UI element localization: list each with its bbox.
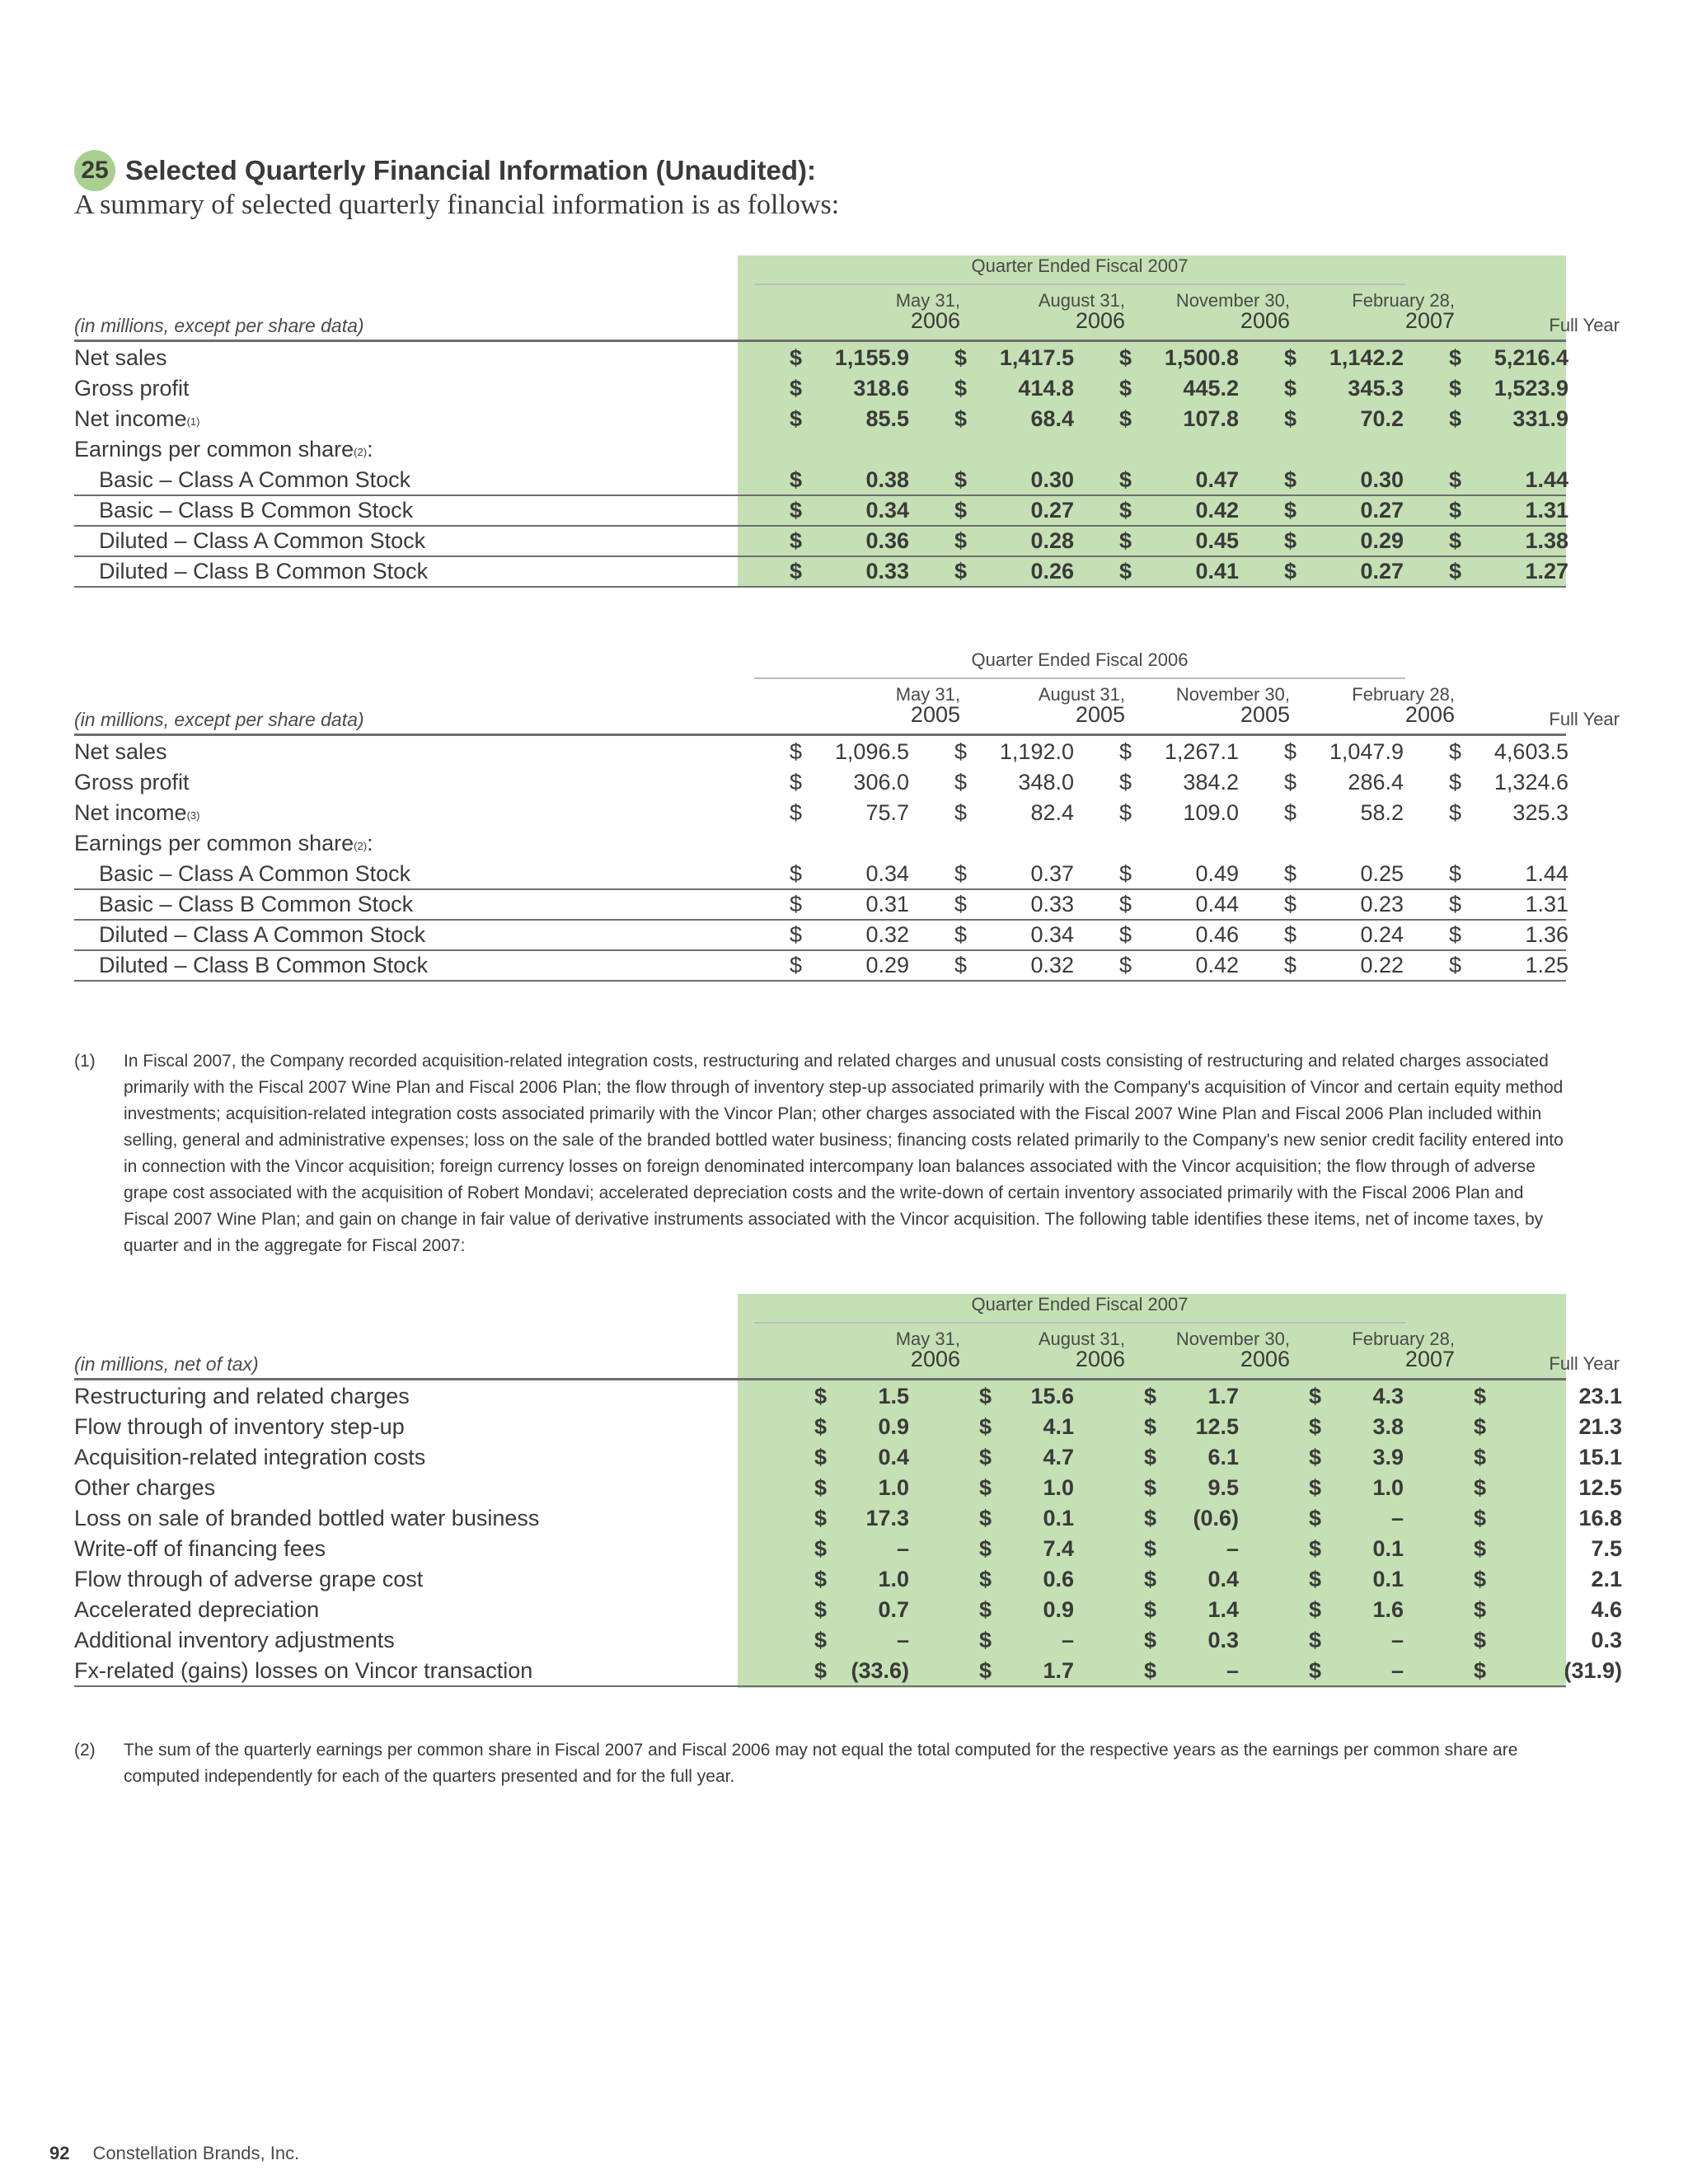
- row-label: Loss on sale of branded bottled water business: [74, 1506, 540, 1530]
- table-cell: $ (33.6): [814, 1658, 909, 1683]
- table-cell: $ 21.3: [1474, 1414, 1622, 1439]
- table-row: [74, 1412, 1622, 1441]
- table-cell: $ –: [1309, 1506, 1404, 1530]
- row-label: Diluted – Class B Common Stock: [99, 953, 429, 977]
- table-row: [74, 465, 1566, 496]
- table-cell: $ 12.5: [1474, 1475, 1622, 1500]
- col-month: May 31,: [895, 1329, 960, 1349]
- table-cell: $ 0.7: [814, 1597, 909, 1622]
- row-label: Basic – Class B Common Stock: [99, 892, 414, 916]
- table-cell: $ 414.8: [954, 376, 1074, 401]
- table-cell: $ 0.1: [1309, 1567, 1404, 1591]
- table-cell: $ 15.6: [979, 1384, 1074, 1408]
- table-cell: $ 75.7: [790, 800, 909, 825]
- col-year: 2005: [1240, 702, 1290, 727]
- table-cell: $ 23.1: [1474, 1384, 1622, 1408]
- row-label: Flow through of adverse grape cost: [74, 1567, 424, 1591]
- table-cell: $ 1.0: [1309, 1475, 1404, 1500]
- table-cell: $ 1,192.0: [954, 739, 1074, 764]
- row-label: Net income$^{(3)}$: [74, 800, 200, 825]
- table-row: [74, 404, 1566, 434]
- table-cell: $ –: [1309, 1658, 1404, 1683]
- col-year: 2006: [910, 1347, 960, 1371]
- row-label: Diluted – Class A Common Stock: [99, 528, 426, 553]
- col-month: November 30,: [1175, 1329, 1290, 1349]
- table-row: [74, 950, 1566, 982]
- table-cell: $ 0.6: [979, 1567, 1074, 1591]
- table-cell: $ 331.9: [1449, 406, 1568, 431]
- unit-label: (in millions, net of tax): [74, 1353, 259, 1375]
- table-cell: $ 70.2: [1284, 406, 1404, 431]
- table-cell: $ 0.30: [1284, 467, 1404, 492]
- col-month: August 31,: [1038, 290, 1125, 311]
- table-cell: $ 0.28: [954, 528, 1074, 553]
- table-cell: $ 0.32: [790, 922, 909, 947]
- footnote-ref: (1): [186, 415, 200, 428]
- table-cell: $ 1.31: [1449, 498, 1568, 523]
- table-cell: $ 5,216.4: [1449, 345, 1568, 370]
- row-label: Acquisition-related integration costs: [74, 1445, 426, 1469]
- table-cell: $ 0.31: [790, 892, 909, 916]
- table-cell: $ 1.27: [1449, 559, 1568, 583]
- table-cell: $ 7.5: [1474, 1536, 1622, 1561]
- table-cell: $ 1.0: [814, 1567, 909, 1591]
- table-cell: $ 1.7: [979, 1658, 1074, 1683]
- table-cell: $ 17.3: [814, 1506, 909, 1530]
- table-cell: $ 1.38: [1449, 528, 1568, 553]
- table-row: [74, 859, 1566, 890]
- table-row: [74, 343, 1566, 373]
- row-label: Additional inventory adjustments: [74, 1628, 395, 1652]
- table-row: [74, 556, 1566, 588]
- table-cell: $ 1,155.9: [790, 345, 909, 370]
- table-cell: $ 0.29: [1284, 528, 1404, 553]
- table-cell: $ 0.29: [790, 953, 909, 977]
- group-header: Quarter Ended Fiscal 2007: [754, 1294, 1405, 1324]
- table-cell: $ 0.47: [1119, 467, 1239, 492]
- table-cell: $ 1.25: [1449, 953, 1568, 977]
- col-year: 2006: [1404, 702, 1455, 727]
- unit-label: (in millions, except per share data): [74, 709, 364, 730]
- table-cell: $ 0.27: [1284, 559, 1404, 583]
- table-row: [74, 1442, 1622, 1472]
- table-cell: $ 1,500.8: [1119, 345, 1239, 370]
- col-full-year: Full Year: [1549, 315, 1620, 335]
- row-label: Diluted – Class A Common Stock: [99, 922, 426, 947]
- row-label: Fx-related (gains) losses on Vincor transaction: [74, 1658, 533, 1683]
- col-year: 2006: [1075, 308, 1125, 333]
- row-label: Gross profit: [74, 376, 190, 401]
- footnote-text: The sum of the quarterly earnings per common share in Fiscal 2007 and Fiscal 2006 may not equal the total computed for the respective years as the earnings per common share are computed independently for each of the quarters presented and for the full year.: [124, 1741, 1518, 1786]
- section-number-badge: 25: [74, 150, 115, 191]
- footnote-marker: (2): [74, 1741, 96, 1760]
- table-row: [74, 373, 1566, 403]
- row-label: Flow through of inventory step-up: [74, 1414, 405, 1439]
- table-cell: $ 286.4: [1284, 770, 1404, 794]
- table-cell: $ 0.49: [1119, 861, 1239, 886]
- col-full-year: Full Year: [1549, 1353, 1620, 1374]
- table-cell: $ 0.41: [1119, 559, 1239, 583]
- table-cell: $ 16.8: [1474, 1506, 1622, 1530]
- footnote-2: [74, 1737, 1566, 1790]
- col-month: February 28,: [1352, 290, 1455, 311]
- table-cell: $ 0.34: [954, 922, 1074, 947]
- table-cell: $ 0.26: [954, 559, 1074, 583]
- table-row: [74, 889, 1566, 921]
- header-rule: [74, 1378, 1566, 1380]
- table-cell: $ 0.3: [1144, 1628, 1239, 1652]
- group-header: Quarter Ended Fiscal 2007: [754, 255, 1405, 285]
- unit-label: (in millions, except per share data): [74, 315, 364, 336]
- table-cell: $ 2.1: [1474, 1567, 1622, 1591]
- row-label: Net sales: [74, 739, 167, 764]
- table-cell: $ 82.4: [954, 800, 1074, 825]
- charges-table-fiscal-2007: [74, 1294, 1622, 1688]
- table-cell: $ 1.0: [814, 1475, 909, 1500]
- footnote-ref: (3): [186, 809, 200, 822]
- col-month: November 30,: [1175, 684, 1290, 705]
- table-cell: $ 345.3: [1284, 376, 1404, 401]
- table-row: [74, 1503, 1622, 1533]
- table-row: [74, 1381, 1622, 1411]
- footnote-ref: (2): [354, 840, 368, 852]
- table-cell: $ 0.42: [1119, 953, 1239, 977]
- table-cell: $ 6.1: [1144, 1445, 1239, 1469]
- col-month: August 31,: [1038, 1329, 1125, 1349]
- table-cell: $ 1.36: [1449, 922, 1568, 947]
- table-cell: $ (31.9): [1474, 1658, 1622, 1683]
- table-cell: $ 1.5: [814, 1384, 909, 1408]
- table-cell: $ 0.4: [1144, 1567, 1239, 1591]
- table-cell: $ 1.31: [1449, 892, 1568, 916]
- col-month: May 31,: [895, 684, 960, 705]
- table-cell: $ 0.36: [790, 528, 909, 553]
- table-cell: $ 12.5: [1144, 1414, 1239, 1439]
- table-cell: $ 3.9: [1309, 1445, 1404, 1469]
- table-cell: $ 1.44: [1449, 861, 1568, 886]
- row-label: Basic – Class A Common Stock: [99, 861, 411, 886]
- col-year: 2006: [1240, 1347, 1290, 1371]
- table-cell: $ 4.1: [979, 1414, 1074, 1439]
- table-cell: $ 1,417.5: [954, 345, 1074, 370]
- table-cell: $ 0.25: [1284, 861, 1404, 886]
- col-year: 2006: [1240, 308, 1290, 333]
- table-cell: $ 109.0: [1119, 800, 1239, 825]
- table-cell: $ 325.3: [1449, 800, 1568, 825]
- col-year: 2006: [1075, 1347, 1125, 1371]
- table-cell: $ 9.5: [1144, 1475, 1239, 1500]
- row-label: Earnings per common share$^{(2)}$:: [74, 831, 373, 855]
- table-cell: $ 0.38: [790, 467, 909, 492]
- col-month: November 30,: [1175, 290, 1290, 311]
- row-label: Gross profit: [74, 770, 190, 794]
- table-row: [74, 495, 1566, 527]
- table-cell: $ 445.2: [1119, 376, 1239, 401]
- table-cell: $ –: [1144, 1658, 1239, 1683]
- table-cell: $ 68.4: [954, 406, 1074, 431]
- row-label: Restructuring and related charges: [74, 1384, 410, 1408]
- table-cell: $ –: [814, 1628, 909, 1652]
- table-cell: $ 0.37: [954, 861, 1074, 886]
- header-rule: [74, 340, 1566, 342]
- table-cell: $ 4.6: [1474, 1597, 1622, 1622]
- table-cell: $ 0.9: [979, 1597, 1074, 1622]
- table-cell: $ 0.22: [1284, 953, 1404, 977]
- table-cell: $ 0.33: [790, 559, 909, 583]
- table-cell: $ 0.1: [1309, 1536, 1404, 1561]
- table-cell: $ 1.4: [1144, 1597, 1239, 1622]
- row-label: Diluted – Class B Common Stock: [99, 559, 429, 583]
- table-row: [74, 920, 1566, 951]
- page-number: 92: [49, 2143, 70, 2163]
- table-cell: $ 0.23: [1284, 892, 1404, 916]
- table-cell: $ 1,142.2: [1284, 345, 1404, 370]
- table-cell: $ 1,523.9: [1449, 376, 1568, 401]
- table-cell: $ 0.27: [954, 498, 1074, 523]
- table-row: [74, 1595, 1622, 1624]
- row-label: Write-off of financing fees: [74, 1536, 326, 1561]
- col-month: August 31,: [1038, 684, 1125, 705]
- quarterly-table-fiscal-2007: [74, 255, 1620, 587]
- col-full-year: Full Year: [1549, 709, 1620, 729]
- table-cell: $ (0.6): [1144, 1506, 1239, 1530]
- table-cell: $ 306.0: [790, 770, 909, 794]
- table-cell: $ 0.30: [954, 467, 1074, 492]
- table-row: [74, 1534, 1622, 1563]
- row-label: Basic – Class A Common Stock: [99, 467, 411, 492]
- row-label: Net sales: [74, 345, 167, 370]
- table-cell: $ –: [979, 1628, 1074, 1652]
- table-cell: $ 0.1: [979, 1506, 1074, 1530]
- table-cell: $ 0.24: [1284, 922, 1404, 947]
- table-cell: $ 318.6: [790, 376, 909, 401]
- table-row: [74, 1564, 1622, 1594]
- table-cell: $ 107.8: [1119, 406, 1239, 431]
- footnote-text: In Fiscal 2007, the Company recorded acquisition-related integration costs, restructuring and related charges and unusual costs consisting of restructuring and related charges associated primarily with the Fiscal 2007 Wine Plan and Fiscal 2006 Plan; the flow through of inventory step-up associated primarily with the Company's acquisition of Vincor and certain equity method investments; acquisition-related integration costs associated primarily with the Vincor Plan; other charges associated with the Fiscal 2007 Wine Plan and Fiscal 2006 Plan included within selling, general and administrative expenses; loss on the sale of the branded bottled water business; financing costs related primarily to the Company's new senior credit facility entered into in connection with the Vincor acquisition; foreign currency losses on foreign denominated intercompany loan balances associated with the Vincor acquisition; the flow through of adverse grape cost associated with the acquisition of Robert Mondavi; accelerated depreciation costs and the write-down of certain inventory associated primarily with the Fiscal 2006 Plan and Fiscal 2007 Wine Plan; and gain on change in fair value of derivative instruments associated with the Vincor acquisition. The following table identifies these items, net of income taxes, by quarter and in the aggregate for Fiscal 2007:: [124, 1052, 1564, 1255]
- table-cell: $ 1,267.1: [1119, 739, 1239, 764]
- table-cell: $ 4.7: [979, 1445, 1074, 1469]
- table-cell: $ –: [814, 1536, 909, 1561]
- col-month: February 28,: [1352, 684, 1455, 705]
- table-cell: $ 0.46: [1119, 922, 1239, 947]
- table-cell: $ 1.6: [1309, 1597, 1404, 1622]
- table-row: [74, 767, 1566, 797]
- section-title: Selected Quarterly Financial Information (Unaudited):: [125, 155, 816, 185]
- quarterly-table-fiscal-2006: [74, 649, 1620, 981]
- col-year: 2005: [910, 702, 960, 727]
- table-row: [74, 526, 1566, 557]
- table-cell: $ –: [1309, 1628, 1404, 1652]
- table-cell: $ 348.0: [954, 770, 1074, 794]
- table-row: [74, 737, 1566, 766]
- table-cell: $ 384.2: [1119, 770, 1239, 794]
- table-cell: $ 4,603.5: [1449, 739, 1568, 764]
- group-header: Quarter Ended Fiscal 2006: [754, 649, 1405, 679]
- table-cell: $ 0.3: [1474, 1628, 1622, 1652]
- table-cell: $ 0.44: [1119, 892, 1239, 916]
- table-row: [74, 1656, 1622, 1687]
- table-cell: $ 0.33: [954, 892, 1074, 916]
- header-rule: [74, 733, 1566, 736]
- table-cell: $ 1.0: [979, 1475, 1074, 1500]
- col-month: February 28,: [1352, 1329, 1455, 1349]
- table-cell: $ 1,096.5: [790, 739, 909, 764]
- table-cell: $ 15.1: [1474, 1445, 1622, 1469]
- col-year: 2006: [910, 308, 960, 333]
- table-row: [74, 828, 1566, 858]
- row-label: Accelerated depreciation: [74, 1597, 320, 1622]
- company-name: Constellation Brands, Inc.: [92, 2143, 300, 2163]
- page-footer: [49, 2143, 299, 2164]
- col-year: 2007: [1404, 1347, 1455, 1371]
- table-cell: $ 3.8: [1309, 1414, 1404, 1439]
- table-cell: $ 0.45: [1119, 528, 1239, 553]
- row-label: Net income$^{(1)}$: [74, 406, 200, 431]
- table-cell: $ 4.3: [1309, 1384, 1404, 1408]
- section-heading: [74, 150, 816, 191]
- table-cell: $ 0.32: [954, 953, 1074, 977]
- table-cell: $ 0.4: [814, 1445, 909, 1469]
- table-cell: $ 0.42: [1119, 498, 1239, 523]
- table-cell: $ 58.2: [1284, 800, 1404, 825]
- footnote-1: [74, 1048, 1566, 1259]
- row-label: Basic – Class B Common Stock: [99, 498, 414, 523]
- table-row: [74, 434, 1566, 464]
- table-cell: $ 0.34: [790, 861, 909, 886]
- section-subtitle: A summary of selected quarterly financial information is as follows:: [74, 190, 840, 220]
- table-row: [74, 1473, 1622, 1502]
- col-year: 2007: [1404, 308, 1455, 333]
- table-cell: $ 1.7: [1144, 1384, 1239, 1408]
- table-cell: $ –: [1144, 1536, 1239, 1561]
- table-row: [74, 798, 1566, 827]
- table-cell: $ 1,047.9: [1284, 739, 1404, 764]
- table-row: [74, 1625, 1622, 1655]
- table-cell: $ 85.5: [790, 406, 909, 431]
- table-cell: $ 0.9: [814, 1414, 909, 1439]
- table-cell: $ 1,324.6: [1449, 770, 1568, 794]
- table-cell: $ 0.34: [790, 498, 909, 523]
- table-cell: $ 1.44: [1449, 467, 1568, 492]
- col-month: May 31,: [895, 290, 960, 311]
- table-cell: $ 7.4: [979, 1536, 1074, 1561]
- footnote-ref: (2): [354, 446, 368, 458]
- table-cell: $ 0.27: [1284, 498, 1404, 523]
- row-label: Earnings per common share$^{(2)}$:: [74, 437, 373, 462]
- col-year: 2005: [1075, 702, 1125, 727]
- row-label: Other charges: [74, 1475, 216, 1500]
- footnote-marker: (1): [74, 1052, 96, 1071]
